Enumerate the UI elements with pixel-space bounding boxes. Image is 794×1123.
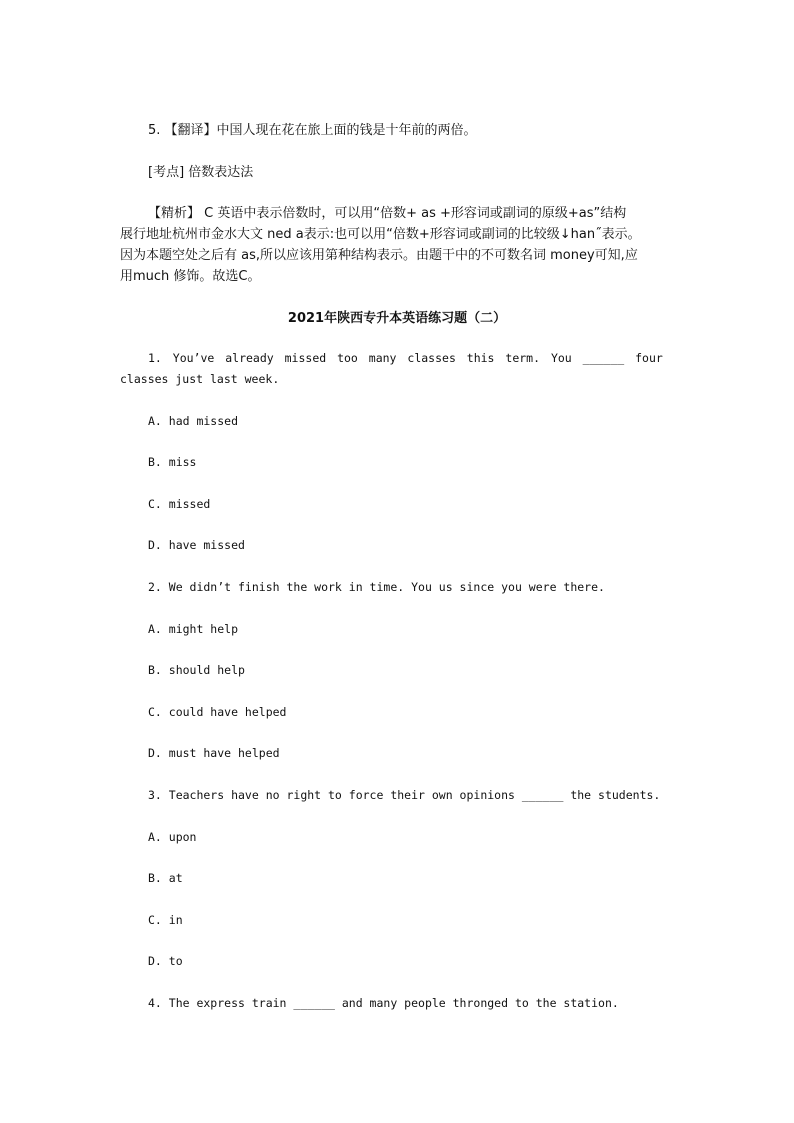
question-2-option-d: D. must have helped: [148, 746, 280, 760]
question-2-stem: 2. We didn’t finish the work in time. You us since you were there.: [148, 580, 605, 594]
question-1-stem-line-2: classes just last week.: [120, 372, 280, 386]
question-3-stem: 3. Teachers have no right to force their own opinions ______ the students.: [148, 788, 661, 802]
question-1-option-a: A. had missed: [148, 414, 239, 428]
question-3-option-b: B. at: [148, 871, 183, 885]
question-1-stem-line-1: 1. You’ve already missed too many classes this term. You ______ four: [148, 351, 663, 365]
question-1-option-d: D. have missed: [148, 538, 245, 552]
question-3-option-c: C. in: [148, 913, 183, 927]
analysis-line-3: 因为本题空处之后有 as,所以应该用第种结构表示。由题干中的不可数名词 money可知,应: [120, 248, 638, 263]
analysis-line-4: 用much 修饰。故选C。: [120, 269, 261, 284]
exam-point-line: [考点] 倍数表达法: [148, 165, 254, 180]
question-1-option-b: B. miss: [148, 455, 197, 469]
analysis-line-2: 展行地址杭州市金水大文 ned a表示:也可以用“倍数+形容词或副词的比较级↓han˝表示。: [120, 227, 641, 242]
question-2-option-c: C. could have helped: [148, 705, 287, 719]
translation-line: 5. 【翻译】中国人现在花在旅上面的钱是十年前的两倍。: [148, 123, 477, 138]
question-3-option-a: A. upon: [148, 830, 197, 844]
question-1-option-c: C. missed: [148, 497, 211, 511]
question-2-option-a: A. might help: [148, 622, 239, 636]
question-2-option-b: B. should help: [148, 663, 245, 677]
question-3-option-d: D. to: [148, 954, 183, 968]
section-title: 2021年陕西专升本英语练习题（二）: [287, 311, 507, 326]
question-4-stem: 4. The express train ______ and many people thronged to the station.: [148, 996, 619, 1010]
analysis-line-1: 【精析】 C 英语中表示倍数时，可以用“倍数+ as +形容词或副词的原级+as”结构: [148, 206, 627, 221]
